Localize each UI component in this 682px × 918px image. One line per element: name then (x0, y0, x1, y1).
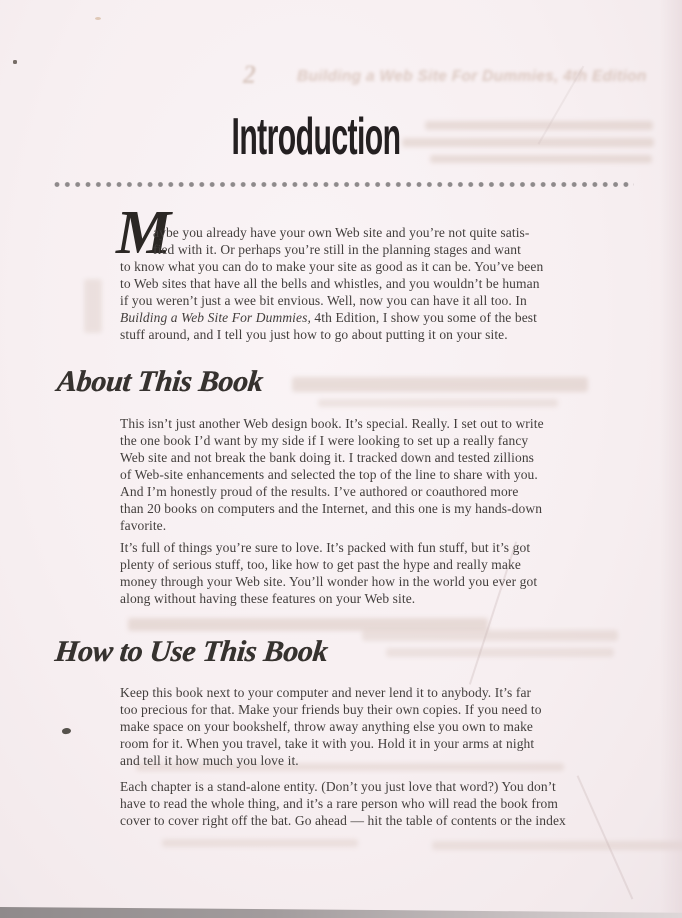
bleed-through-page-number: 2 (243, 60, 256, 89)
page-title: Introduction (231, 108, 401, 166)
bleed-through-smudge (386, 648, 614, 657)
scan-speck (13, 60, 17, 64)
ink-speck (62, 727, 72, 734)
about-paragraph-1: This isn’t just another Web design book. It’s special. Really. I set out to write the one book I’d want by my side if I were looking to set up a really fancy Web site and not break the bank doing it. I tracked down and tested zillions of Web-site enhancements and selected the top of the line to share with you. And I’m honestly proud of the results. I’ve authored or coauthored more than 20 books on computers and the Internet, and this one is my hands-down favorite. (120, 416, 544, 533)
bleed-through-smudge (318, 399, 558, 407)
crease-line (577, 776, 633, 900)
scan-speck (95, 17, 101, 20)
intro-paragraph: aybe you already have your own Web site and you’re not quite satis- fied with it. Or perhaps you’re still in the planning stages and want to know what you can do to make your site as good as it can be. You’ve been to Web sites that have all the bells and whistles, and you wouldn’t be human if you weren’t just a wee bit envious. Well, now you can have it all too. In Building a Web Site For Dummies, 4th Edition, I show you some of the best stuff around, and I tell you just how to go about putting it on your site. (120, 225, 544, 342)
page-edge-tint (660, 0, 682, 918)
bleed-through-running-title: Building a Web Site For Dummies, 4th Edition (297, 68, 647, 85)
bleed-through-smudge (162, 839, 358, 847)
about-paragraph-2: It’s full of things you’re sure to love. It’s packed with fun stuff, but it’s got plenty of serious stuff, too, like how to get past the hype and really make money through your Web site. You’ll wonder how in the world you ever got along without having these features on your Web site. (120, 540, 538, 606)
scanner-shadow-band (0, 905, 682, 918)
drop-cap: M (116, 199, 172, 267)
bleed-through-smudge (432, 841, 682, 850)
how-paragraph-1: Keep this book next to your computer and never lend it to anybody. It’s far too precious for that. Make your friends buy their own copies. If you need to make space on your bookshelf, throw away anything else you own to make room for it. When you travel, take it with you. Hold it in your arms at night and tell it how much you love it. (120, 685, 542, 768)
how-paragraph-2: Each chapter is a stand-alone entity. (Don’t you just love that word?) You don’t have to read the whole thing, and it’s a rare person who will read the book from cover to cover right off the bat. Go ahead — hit the table of contents or the index (120, 779, 566, 828)
bleed-through-smudge (362, 630, 618, 641)
dotted-separator (54, 181, 634, 188)
bleed-through-smudge (292, 377, 588, 392)
section-heading-how: How to Use This Book (53, 635, 330, 668)
bleed-through-smudge (84, 279, 102, 333)
section-heading-about: About This Book (55, 365, 265, 398)
